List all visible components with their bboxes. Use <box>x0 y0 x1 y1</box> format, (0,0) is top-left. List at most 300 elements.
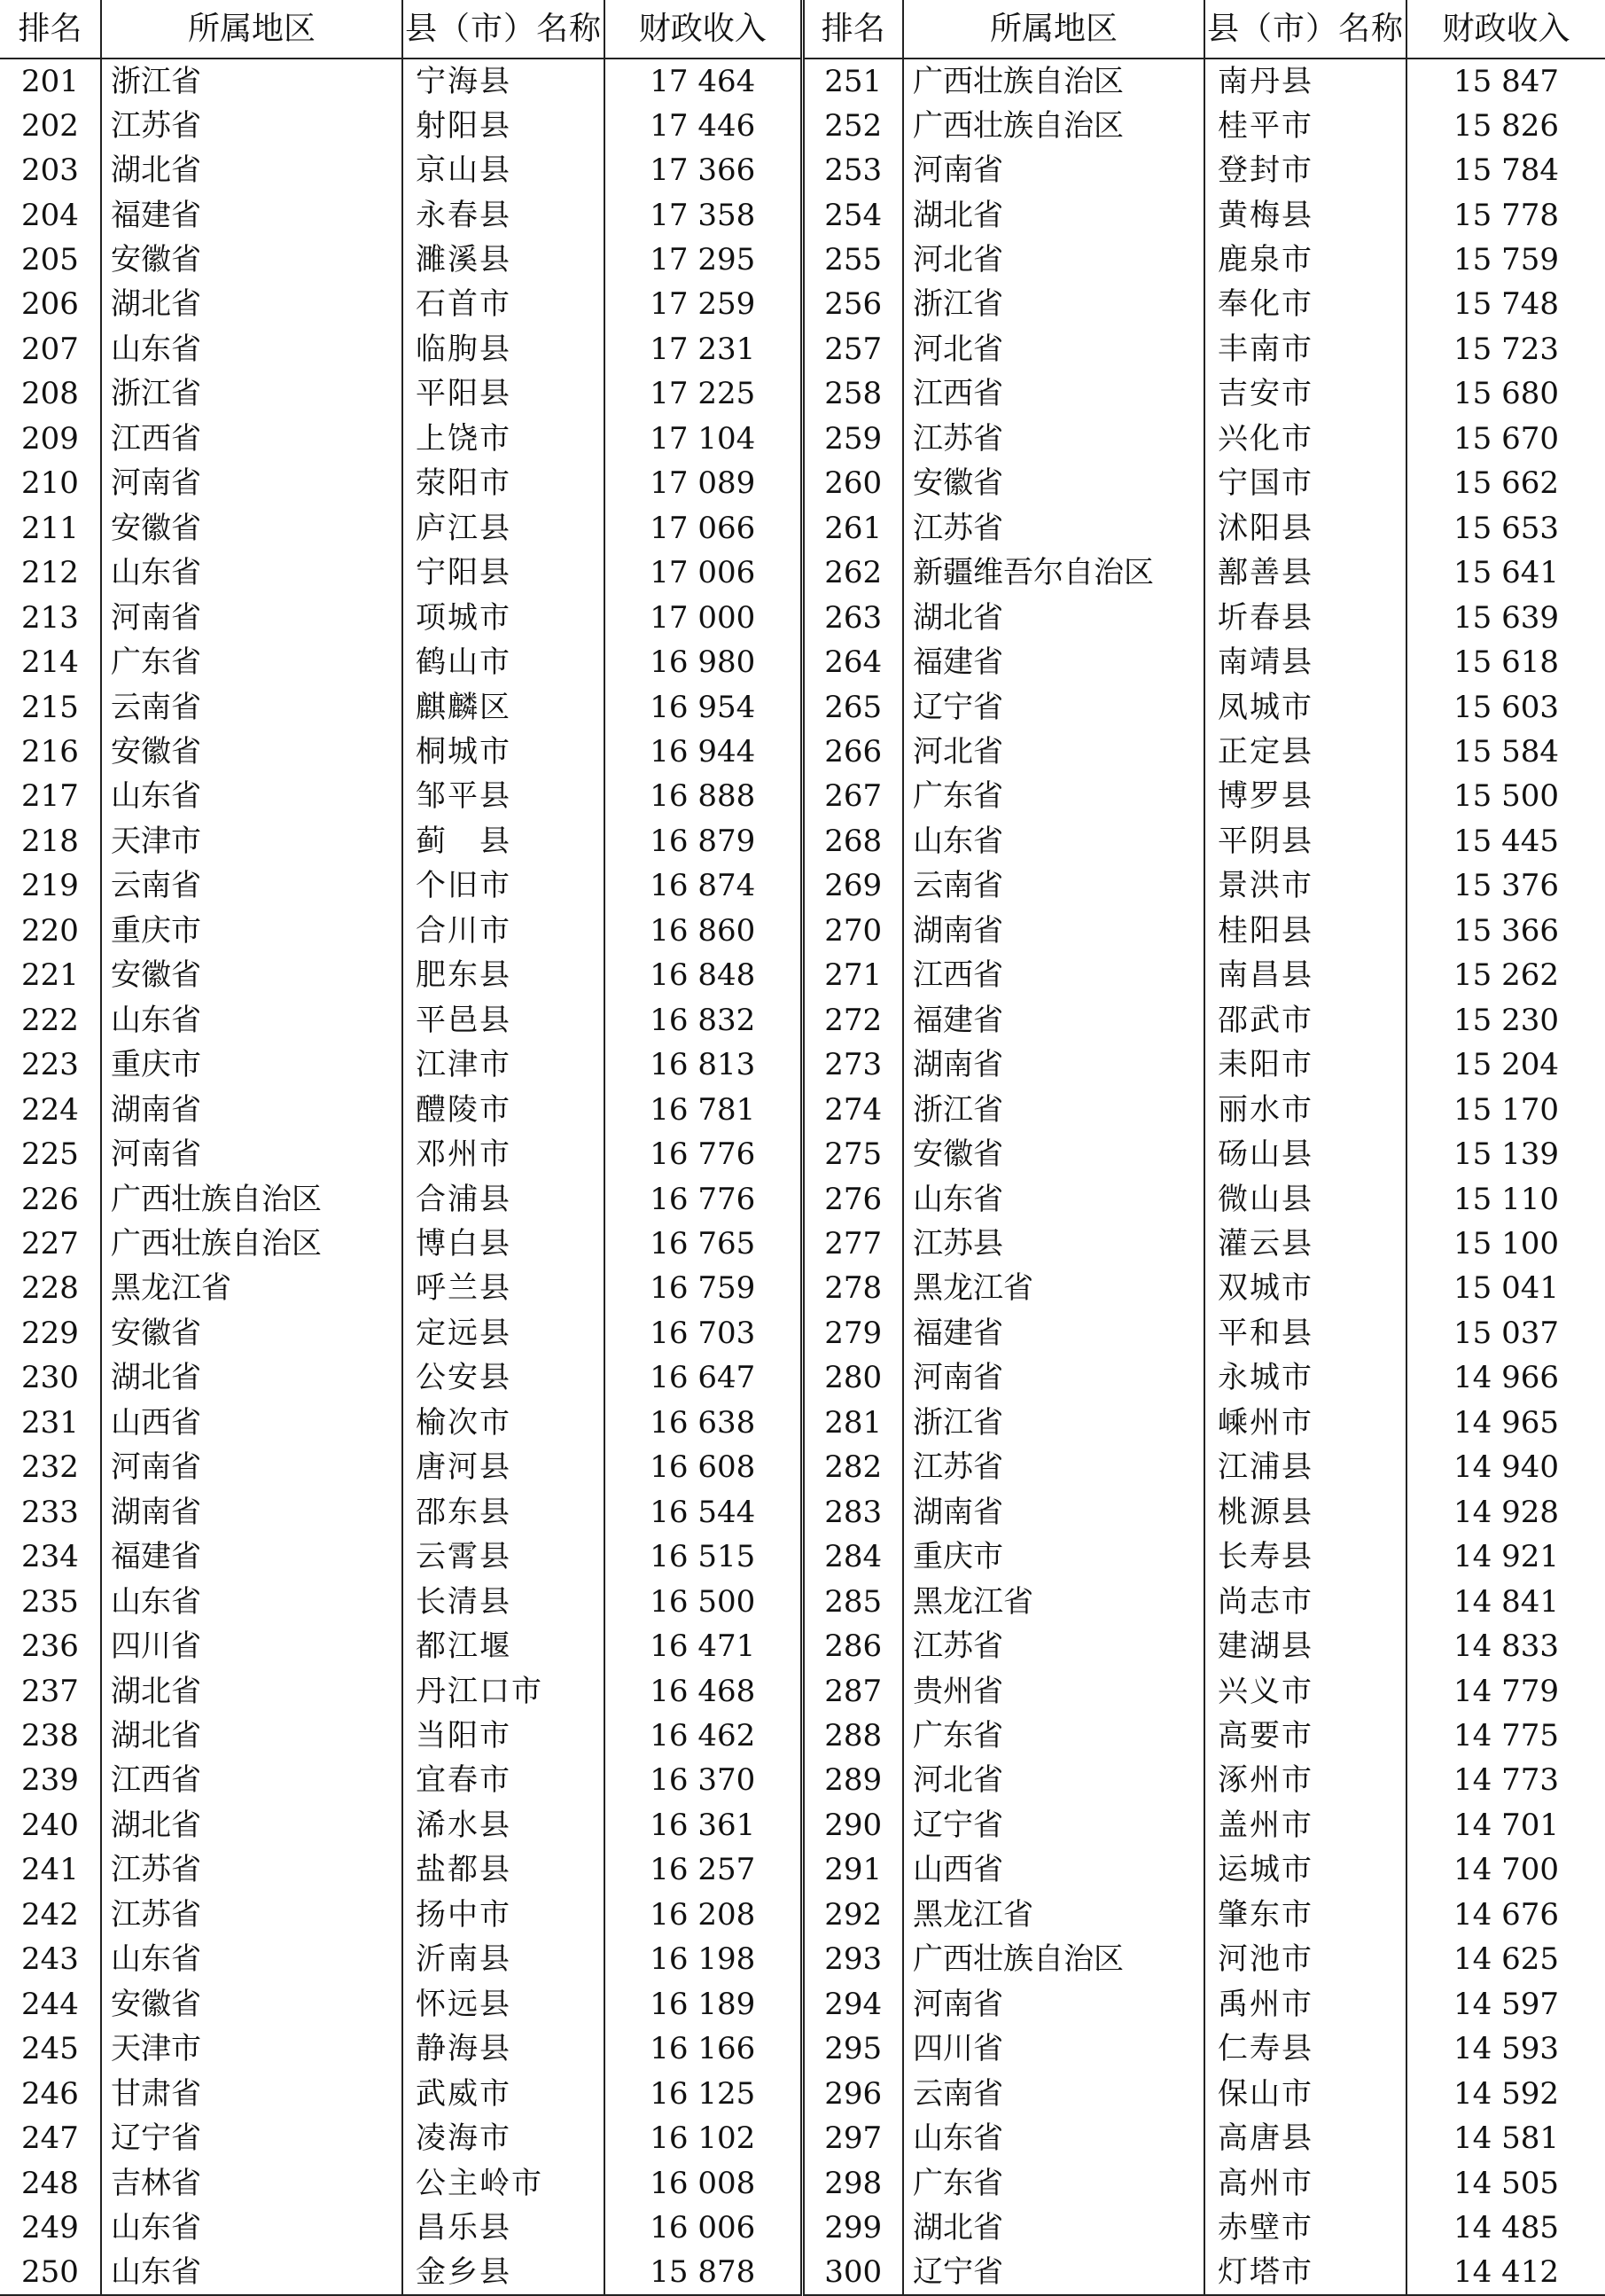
right-county-cell: 兴义市 <box>1204 1668 1406 1713</box>
right-revenue-cell: 15 100 <box>1406 1222 1605 1266</box>
table-row <box>0 1624 1605 1668</box>
left-county-cell: 金乡县 <box>402 2250 604 2294</box>
right-county-cell: 南丹县 <box>1204 59 1406 103</box>
left-revenue-cell: 16 888 <box>604 774 802 818</box>
right-rank-cell: 262 <box>802 551 903 595</box>
left-revenue-cell: 16 703 <box>604 1311 802 1355</box>
table-row <box>0 595 1605 639</box>
right-county-cell: 禹州市 <box>1204 1981 1406 2026</box>
left-rank-cell: 206 <box>21 286 79 323</box>
right-rank-cell: 299 <box>802 2206 903 2250</box>
left-county-cell: 个旧市 <box>402 863 604 908</box>
right-region-cell: 河北省 <box>903 327 1204 371</box>
right-revenue-cell: 14 966 <box>1406 1355 1605 1400</box>
left-revenue-cell: 16 608 <box>604 1445 802 1489</box>
left-county-cell: 唐河县 <box>402 1445 604 1489</box>
left-region-cell: 河南省 <box>101 461 402 505</box>
right-region-cell: 河南省 <box>903 1981 1204 2026</box>
left-revenue-cell: 17 446 <box>604 103 802 147</box>
left-county-cell: 濉溪县 <box>402 238 604 282</box>
left-rank-cell: 212 <box>21 555 79 591</box>
left-revenue-cell: 16 208 <box>604 1893 802 1937</box>
right-county-cell: 江浦县 <box>1204 1445 1406 1489</box>
right-county-cell: 嵊州市 <box>1204 1401 1406 1445</box>
right-county-cell: 双城市 <box>1204 1266 1406 1310</box>
left-rank-cell: 224 <box>21 1091 79 1128</box>
left-rank-cell: 230 <box>21 1360 79 1396</box>
left-rank-cell: 244 <box>21 1986 79 2022</box>
left-rank-cell: 205 <box>21 242 79 278</box>
table-row <box>0 1579 1605 1623</box>
right-region-cell: 新疆维吾尔自治区 <box>903 551 1204 595</box>
table-row <box>0 1355 1605 1400</box>
right-region-cell: 山东省 <box>903 819 1204 863</box>
table-row <box>0 1266 1605 1310</box>
right-rank-cell: 277 <box>802 1222 903 1266</box>
left-rank-cell: 222 <box>21 1002 79 1038</box>
left-region-cell: 安徽省 <box>101 1311 402 1355</box>
left-revenue-cell: 16 832 <box>604 998 802 1043</box>
table-row <box>0 2160 1605 2205</box>
left-revenue-cell: 16 006 <box>604 2206 802 2250</box>
left-county-cell: 当阳市 <box>402 1714 604 1758</box>
right-revenue-cell: 15 037 <box>1406 1311 1605 1355</box>
right-rank-cell: 263 <box>802 595 903 639</box>
left-rank-cell: 225 <box>21 1136 79 1173</box>
right-rank-cell: 253 <box>802 148 903 192</box>
right-revenue-cell: 14 928 <box>1406 1490 1605 1535</box>
left-rank-cell: 210 <box>21 465 79 502</box>
left-county-cell: 京山县 <box>402 148 604 192</box>
left-region-cell: 黑龙江省 <box>101 1266 402 1310</box>
left-rank-cell: 218 <box>21 823 79 859</box>
right-rank-cell: 261 <box>802 506 903 551</box>
left-rank-cell: 215 <box>21 689 79 725</box>
left-region-cell: 安徽省 <box>101 730 402 774</box>
left-county-cell: 宁海县 <box>402 59 604 103</box>
right-region-cell: 云南省 <box>903 863 1204 908</box>
left-revenue-cell: 17 089 <box>604 461 802 505</box>
table-row <box>0 2206 1605 2250</box>
right-county-cell: 鄯善县 <box>1204 551 1406 595</box>
right-revenue-cell: 15 680 <box>1406 371 1605 416</box>
left-revenue-cell: 17 259 <box>604 282 802 326</box>
table-row <box>0 551 1605 595</box>
table-row <box>0 730 1605 774</box>
right-county-cell: 登封市 <box>1204 148 1406 192</box>
left-revenue-cell: 17 006 <box>604 551 802 595</box>
right-revenue-cell: 15 376 <box>1406 863 1605 908</box>
right-rank-cell: 296 <box>802 2071 903 2115</box>
left-rank-cell: 242 <box>21 1896 79 1933</box>
left-region-cell: 天津市 <box>101 819 402 863</box>
left-region-cell: 江苏省 <box>101 103 402 147</box>
left-rank-cell: 239 <box>21 1762 79 1799</box>
right-region-cell: 湖南省 <box>903 1043 1204 1087</box>
right-rank-cell: 282 <box>802 1445 903 1489</box>
left-region-cell: 四川省 <box>101 1624 402 1668</box>
header-revenue-right: 财政收入 <box>1406 0 1605 59</box>
table-row <box>0 59 1605 103</box>
right-county-cell: 砀山县 <box>1204 1132 1406 1176</box>
right-region-cell: 辽宁省 <box>903 1803 1204 1847</box>
left-county-cell: 邵东县 <box>402 1490 604 1535</box>
left-revenue-cell: 16 860 <box>604 909 802 953</box>
table-row <box>0 2116 1605 2160</box>
right-rank-cell: 265 <box>802 684 903 729</box>
right-region-cell: 安徽省 <box>903 461 1204 505</box>
left-rank-cell: 233 <box>21 1494 79 1530</box>
left-county-cell: 呼兰县 <box>402 1266 604 1310</box>
right-region-cell: 辽宁省 <box>903 2250 1204 2294</box>
right-revenue-cell: 15 139 <box>1406 1132 1605 1176</box>
left-region-cell: 江苏省 <box>101 1893 402 1937</box>
left-rank-cell: 219 <box>21 868 79 904</box>
table-row <box>0 1176 1605 1221</box>
right-rank-cell: 291 <box>802 1847 903 1892</box>
left-revenue-cell: 16 462 <box>604 1714 802 1758</box>
right-revenue-cell: 15 445 <box>1406 819 1605 863</box>
right-revenue-cell: 14 581 <box>1406 2116 1605 2160</box>
right-rank-cell: 275 <box>802 1132 903 1176</box>
left-revenue-cell: 16 848 <box>604 953 802 997</box>
right-region-cell: 广东省 <box>903 774 1204 818</box>
left-revenue-cell: 17 104 <box>604 417 802 461</box>
right-rank-cell: 280 <box>802 1355 903 1400</box>
left-county-cell: 怀远县 <box>402 1981 604 2026</box>
right-county-cell: 正定县 <box>1204 730 1406 774</box>
right-region-cell: 四川省 <box>903 2027 1204 2071</box>
left-revenue-cell: 16 954 <box>604 684 802 729</box>
left-region-cell: 河南省 <box>101 1445 402 1489</box>
left-county-cell: 邓州市 <box>402 1132 604 1176</box>
right-region-cell: 江苏省 <box>903 506 1204 551</box>
left-county-cell: 合浦县 <box>402 1176 604 1221</box>
right-rank-cell: 260 <box>802 461 903 505</box>
left-revenue-cell: 16 515 <box>604 1535 802 1579</box>
table-row <box>0 2250 1605 2294</box>
table-row <box>0 1132 1605 1176</box>
left-rank-cell: 220 <box>21 912 79 949</box>
right-region-cell: 贵州省 <box>903 1668 1204 1713</box>
table-row <box>0 1043 1605 1087</box>
table-row <box>0 909 1605 953</box>
left-rank-cell: 204 <box>21 197 79 233</box>
left-region-cell: 广东省 <box>101 640 402 684</box>
right-region-cell: 广东省 <box>903 2160 1204 2205</box>
right-rank-cell: 272 <box>802 998 903 1043</box>
right-county-cell: 桂阳县 <box>1204 909 1406 953</box>
right-region-cell: 湖北省 <box>903 192 1204 237</box>
table-row <box>0 998 1605 1043</box>
right-revenue-cell: 14 485 <box>1406 2206 1605 2250</box>
right-revenue-cell: 15 639 <box>1406 595 1605 639</box>
left-rank-cell: 248 <box>21 2165 79 2201</box>
left-revenue-cell: 16 166 <box>604 2027 802 2071</box>
right-county-cell: 仁寿县 <box>1204 2027 1406 2071</box>
right-rank-cell: 292 <box>802 1893 903 1937</box>
right-rank-cell: 279 <box>802 1311 903 1355</box>
right-revenue-cell: 15 641 <box>1406 551 1605 595</box>
table-row <box>0 1758 1605 1802</box>
left-revenue-cell: 16 471 <box>604 1624 802 1668</box>
right-county-cell: 鹿泉市 <box>1204 238 1406 282</box>
left-region-cell: 湖北省 <box>101 1714 402 1758</box>
left-region-cell: 山东省 <box>101 1579 402 1623</box>
left-revenue-cell: 16 370 <box>604 1758 802 1802</box>
left-region-cell: 湖北省 <box>101 148 402 192</box>
right-revenue-cell: 14 773 <box>1406 1758 1605 1802</box>
left-revenue-cell: 16 944 <box>604 730 802 774</box>
right-rank-cell: 289 <box>802 1758 903 1802</box>
header-revenue-left: 财政收入 <box>604 0 802 59</box>
left-revenue-cell: 16 879 <box>604 819 802 863</box>
right-rank-cell: 257 <box>802 327 903 371</box>
table-row <box>0 640 1605 684</box>
left-county-cell: 定远县 <box>402 1311 604 1355</box>
left-rank-cell: 236 <box>21 1628 79 1665</box>
left-region-cell: 福建省 <box>101 192 402 237</box>
right-region-cell: 山西省 <box>903 1847 1204 1892</box>
left-revenue-cell: 17 000 <box>604 595 802 639</box>
header-row <box>0 0 1605 59</box>
left-revenue-cell: 17 295 <box>604 238 802 282</box>
right-revenue-cell: 15 826 <box>1406 103 1605 147</box>
table-row <box>0 1535 1605 1579</box>
right-county-cell: 高要市 <box>1204 1714 1406 1758</box>
right-county-cell: 丽水市 <box>1204 1087 1406 1131</box>
header-rank-right: 排名 <box>802 0 903 59</box>
right-rank-cell: 273 <box>802 1043 903 1087</box>
right-rank-cell: 258 <box>802 371 903 416</box>
left-county-cell: 丹江口市 <box>402 1668 604 1713</box>
right-rank-cell: 256 <box>802 282 903 326</box>
left-rank-cell: 203 <box>21 152 79 189</box>
left-county-cell: 荥阳市 <box>402 461 604 505</box>
left-region-cell: 山西省 <box>101 1401 402 1445</box>
right-county-cell: 平和县 <box>1204 1311 1406 1355</box>
right-county-cell: 灯塔市 <box>1204 2250 1406 2294</box>
right-region-cell: 江苏省 <box>903 1624 1204 1668</box>
table-row <box>0 417 1605 461</box>
right-rank-cell: 281 <box>802 1401 903 1445</box>
left-rank-cell: 243 <box>21 1941 79 1978</box>
left-revenue-cell: 16 189 <box>604 1981 802 2026</box>
right-region-cell: 湖北省 <box>903 595 1204 639</box>
left-region-cell: 山东省 <box>101 998 402 1043</box>
right-revenue-cell: 14 833 <box>1406 1624 1605 1668</box>
right-rank-cell: 268 <box>802 819 903 863</box>
left-county-cell: 扬中市 <box>402 1893 604 1937</box>
right-revenue-cell: 14 940 <box>1406 1445 1605 1489</box>
left-revenue-cell: 16 544 <box>604 1490 802 1535</box>
right-rank-cell: 270 <box>802 909 903 953</box>
right-county-cell: 景洪市 <box>1204 863 1406 908</box>
left-county-cell: 平邑县 <box>402 998 604 1043</box>
left-revenue-cell: 17 225 <box>604 371 802 416</box>
table-row <box>0 2027 1605 2071</box>
left-revenue-cell: 16 198 <box>604 1937 802 1981</box>
left-county-cell: 鹤山市 <box>402 640 604 684</box>
right-region-cell: 福建省 <box>903 1311 1204 1355</box>
left-county-cell: 浠水县 <box>402 1803 604 1847</box>
right-county-cell: 黄梅县 <box>1204 192 1406 237</box>
table-row <box>0 282 1605 326</box>
right-revenue-cell: 15 584 <box>1406 730 1605 774</box>
left-rank-cell: 226 <box>21 1181 79 1217</box>
left-revenue-cell: 16 813 <box>604 1043 802 1087</box>
right-region-cell: 广西壮族自治区 <box>903 1937 1204 1981</box>
right-region-cell: 湖南省 <box>903 1490 1204 1535</box>
table-row <box>0 774 1605 818</box>
left-region-cell: 湖南省 <box>101 1490 402 1535</box>
left-rank-cell: 209 <box>21 420 79 457</box>
left-rank-cell: 207 <box>21 331 79 367</box>
left-region-cell: 重庆市 <box>101 1043 402 1087</box>
right-region-cell: 广西壮族自治区 <box>903 59 1204 103</box>
table-row <box>0 1937 1605 1981</box>
right-region-cell: 浙江省 <box>903 282 1204 326</box>
left-rank-cell: 221 <box>21 957 79 994</box>
right-revenue-cell: 14 505 <box>1406 2160 1605 2205</box>
left-rank-cell: 227 <box>21 1226 79 1261</box>
left-revenue-cell: 16 776 <box>604 1132 802 1176</box>
left-county-cell: 武威市 <box>402 2071 604 2115</box>
table-row <box>0 1668 1605 1713</box>
left-county-cell: 都江堰 <box>402 1624 604 1668</box>
left-region-cell: 云南省 <box>101 684 402 729</box>
left-rank-cell: 250 <box>0 2250 101 2294</box>
right-county-cell: 沭阳县 <box>1204 506 1406 551</box>
right-rank-cell: 294 <box>802 1981 903 2026</box>
table-row <box>0 1445 1605 1489</box>
table-row <box>0 1714 1605 1758</box>
right-rank-cell: 252 <box>802 103 903 147</box>
right-revenue-cell: 15 618 <box>1406 640 1605 684</box>
right-revenue-cell: 15 847 <box>1406 59 1605 103</box>
left-rank-cell: 235 <box>21 1583 79 1620</box>
right-county-cell: 高州市 <box>1204 2160 1406 2205</box>
left-region-cell: 山东省 <box>101 1937 402 1981</box>
left-rank-cell: 247 <box>21 2120 79 2157</box>
right-region-cell: 河南省 <box>903 1355 1204 1400</box>
right-rank-cell: 264 <box>802 640 903 684</box>
left-county-cell: 榆次市 <box>402 1401 604 1445</box>
right-county-cell: 赤壁市 <box>1204 2206 1406 2250</box>
right-region-cell: 安徽省 <box>903 1132 1204 1176</box>
right-revenue-cell: 15 170 <box>1406 1087 1605 1131</box>
right-region-cell: 湖北省 <box>903 2206 1204 2250</box>
left-revenue-cell: 16 468 <box>604 1668 802 1713</box>
left-revenue-cell: 16 874 <box>604 863 802 908</box>
right-county-cell: 尚志市 <box>1204 1579 1406 1623</box>
right-region-cell: 江苏省 <box>903 1445 1204 1489</box>
left-region-cell: 山东省 <box>101 327 402 371</box>
right-revenue-cell: 14 775 <box>1406 1714 1605 1758</box>
left-rank-cell: 201 <box>21 63 79 99</box>
left-region-cell: 广西壮族自治区 <box>101 1222 402 1266</box>
right-county-cell: 肇东市 <box>1204 1893 1406 1937</box>
right-rank-cell: 297 <box>802 2116 903 2160</box>
right-rank-cell: 278 <box>802 1266 903 1310</box>
left-county-cell: 公安县 <box>402 1355 604 1400</box>
left-revenue-cell: 16 638 <box>604 1401 802 1445</box>
right-county-cell: 宁国市 <box>1204 461 1406 505</box>
left-county-cell: 凌海市 <box>402 2116 604 2160</box>
left-rank-cell: 213 <box>21 599 79 636</box>
left-county-cell: 射阳县 <box>402 103 604 147</box>
left-revenue-cell: 17 464 <box>604 59 802 103</box>
table-row <box>0 953 1605 997</box>
left-region-cell: 天津市 <box>101 2027 402 2071</box>
left-rank-cell: 217 <box>21 778 79 815</box>
right-revenue-cell: 15 748 <box>1406 282 1605 326</box>
header-region-left: 所属地区 <box>101 0 402 59</box>
right-region-cell: 浙江省 <box>903 1087 1204 1131</box>
left-region-cell: 湖南省 <box>101 1087 402 1131</box>
right-region-cell: 福建省 <box>903 640 1204 684</box>
left-revenue-cell: 17 066 <box>604 506 802 551</box>
left-county-cell: 盐都县 <box>402 1847 604 1892</box>
left-county-cell: 公主岭市 <box>402 2160 604 2205</box>
header-rank-left: 排名 <box>0 0 101 59</box>
table-row <box>0 506 1605 551</box>
right-county-cell: 桂平市 <box>1204 103 1406 147</box>
left-rank-cell: 237 <box>21 1673 79 1709</box>
left-rank-cell: 202 <box>21 107 79 144</box>
right-region-cell: 黑龙江省 <box>903 1893 1204 1937</box>
right-revenue-cell: 15 759 <box>1406 238 1605 282</box>
right-revenue-cell: 14 597 <box>1406 1981 1605 2026</box>
right-revenue-cell: 14 592 <box>1406 2071 1605 2115</box>
right-rank-cell: 274 <box>802 1087 903 1131</box>
right-region-cell: 广东省 <box>903 1714 1204 1758</box>
right-revenue-cell: 14 593 <box>1406 2027 1605 2071</box>
right-county-cell: 桃源县 <box>1204 1490 1406 1535</box>
left-county-cell: 邹平县 <box>402 774 604 818</box>
left-county-cell: 庐江县 <box>402 506 604 551</box>
right-revenue-cell: 15 262 <box>1406 953 1605 997</box>
left-county-cell: 长清县 <box>402 1579 604 1623</box>
left-region-cell: 山东省 <box>101 774 402 818</box>
right-revenue-cell: 15 653 <box>1406 506 1605 551</box>
right-revenue-cell: 15 500 <box>1406 774 1605 818</box>
right-region-cell: 河北省 <box>903 1758 1204 1802</box>
left-county-cell: 沂南县 <box>402 1937 604 1981</box>
right-region-cell: 福建省 <box>903 998 1204 1043</box>
left-rank-cell: 228 <box>21 1270 79 1307</box>
left-revenue-cell: 16 765 <box>604 1222 802 1266</box>
left-county-cell: 石首市 <box>402 282 604 326</box>
right-rank-cell: 255 <box>802 238 903 282</box>
right-rank-cell: 269 <box>802 863 903 908</box>
right-region-cell: 黑龙江省 <box>903 1266 1204 1310</box>
left-rank-cell: 208 <box>21 376 79 412</box>
right-region-cell: 辽宁省 <box>903 684 1204 729</box>
right-rank-cell: 284 <box>802 1535 903 1579</box>
table-row <box>0 1087 1605 1131</box>
table-row <box>0 1222 1605 1266</box>
left-revenue-cell: 17 231 <box>604 327 802 371</box>
right-region-cell: 江苏县 <box>903 1222 1204 1266</box>
right-region-cell: 山东省 <box>903 2116 1204 2160</box>
left-county-cell: 上饶市 <box>402 417 604 461</box>
right-rank-cell: 300 <box>802 2250 903 2294</box>
left-region-cell: 湖北省 <box>101 282 402 326</box>
right-rank-cell: 276 <box>802 1176 903 1221</box>
right-county-cell: 博罗县 <box>1204 774 1406 818</box>
table-row <box>0 1401 1605 1445</box>
